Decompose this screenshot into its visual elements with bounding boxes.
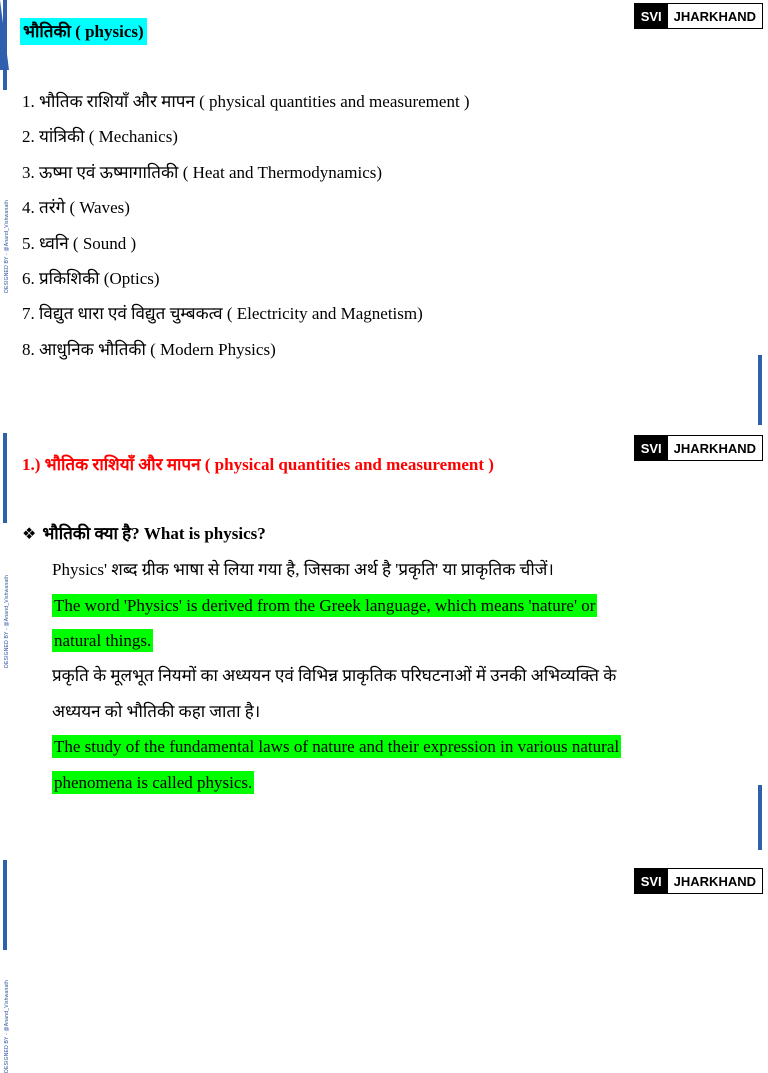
diamond-bullet-icon: ❖: [22, 524, 37, 543]
english-definition-1-line-2: natural things.: [54, 631, 152, 650]
designer-credit: DESIGNED BY - @Anand_Vishwanath: [4, 980, 10, 1073]
page-title: भौतिकी ( physics): [20, 18, 147, 45]
page-3: [0, 850, 768, 1073]
page-1: [0, 0, 768, 425]
page-2: [0, 425, 768, 850]
left-edge-bar: [3, 0, 7, 90]
badge-svi: SVI: [635, 4, 668, 28]
svi-jharkhand-badge: [634, 868, 763, 894]
english-definition-1-line-1: The word 'Physics' is derived from the Greek language, which means 'nature' or: [54, 596, 596, 615]
toc-item: 6. प्रकिशिकी (Optics): [22, 268, 160, 288]
badge-state: JHARKHAND: [673, 440, 756, 456]
toc-item: 5. ध्वनि ( Sound ): [22, 233, 137, 253]
toc-item: 8. आधुनिक भौतिकी ( Modern Physics): [22, 339, 276, 359]
badge-state: JHARKHAND: [673, 873, 756, 889]
right-edge-bar: [758, 785, 762, 850]
hindi-definition-1: Physics' शब्द ग्रीक भाषा से लिया गया है, जिसका अर्थ है 'प्रकृति' या प्राकृतिक चीजें।: [52, 560, 554, 579]
toc-item: 7. विद्युत धारा एवं विद्युत चुम्बकत्व ( Electricity and Magnetism): [22, 304, 423, 324]
section-heading: 1.) भौतिक राशियाँ और मापन ( physical quantities and measurement ): [22, 455, 494, 474]
svi-jharkhand-badge: [634, 435, 763, 461]
table-of-contents: [22, 88, 470, 371]
left-edge-bar: [3, 433, 7, 523]
svi-jharkhand-badge: [634, 3, 763, 29]
toc-item: 3. ऊष्मा एवं ऊष्मागातिकी ( Heat and Thermodynamics): [22, 162, 383, 182]
question-text: भौतिकी क्या है? What is physics?: [42, 524, 266, 543]
english-definition-2-line-2: phenomena is called physics.: [54, 773, 253, 792]
hindi-definition-2-line-1: प्रकृति के मूलभूत नियमों का अध्ययन एवं विभिन्न प्राकृतिक परिघटनाओं में उनकी अभिव्यक्ति के: [52, 666, 617, 685]
badge-svi: SVI: [635, 436, 668, 460]
badge-state: JHARKHAND: [673, 8, 756, 24]
toc-item: 4. तरंगे ( Waves): [22, 198, 130, 218]
hindi-definition-2-line-2: अध्ययन को भौतिकी कहा जाता है।: [52, 702, 261, 721]
toc-item: 1. भौतिक राशियाँ और मापन ( physical quantities and measurement ): [22, 92, 470, 111]
question-heading: [22, 521, 266, 544]
right-edge-bar: [758, 355, 762, 425]
left-edge-bar: [3, 860, 7, 950]
designer-credit: DESIGNED BY - @Anand_Vishwanath: [4, 200, 10, 293]
english-definition-2-line-1: The study of the fundamental laws of nature and their expression in various natural: [54, 737, 620, 756]
designer-credit: DESIGNED BY - @Anand_Vishwanath: [4, 575, 10, 668]
badge-svi: SVI: [635, 869, 668, 893]
toc-item: 2. यांत्रिकी ( Mechanics): [22, 127, 178, 147]
